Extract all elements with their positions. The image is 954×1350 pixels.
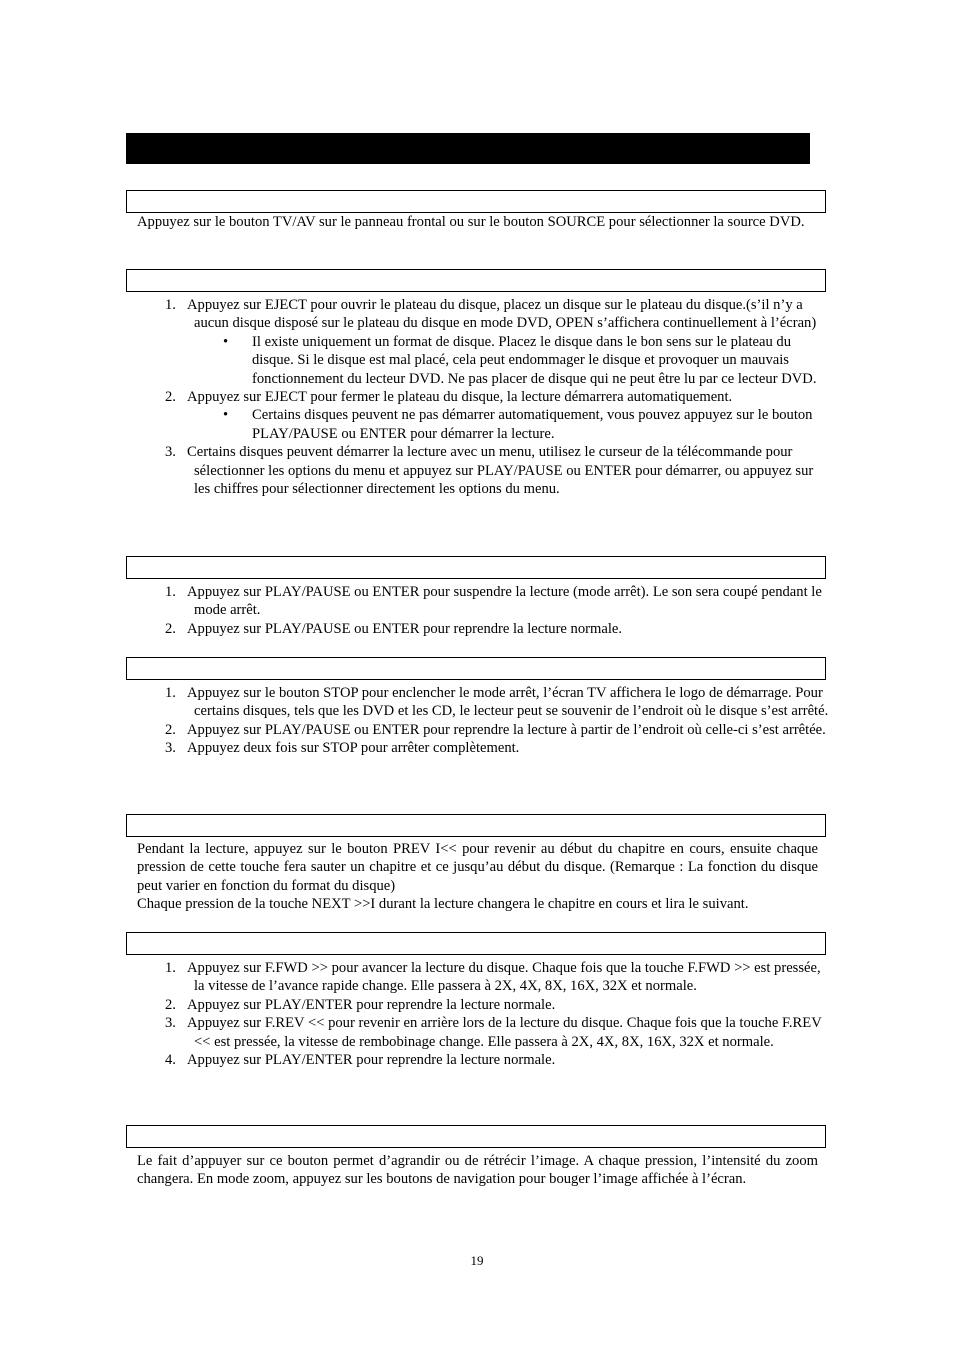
list-number: 2.: [165, 721, 176, 738]
list-item: [140, 721, 830, 739]
fast-steps-list: [140, 959, 830, 1069]
list-text: Appuyez sur EJECT pour fermer le plateau du disque, la lecture démarrera automatiquement.: [187, 389, 733, 406]
list-text: Appuyez deux fois sur STOP pour arrêter complètement.: [187, 740, 520, 757]
list-number: 3.: [165, 740, 176, 757]
list-text: Appuyez sur PLAY/PAUSE ou ENTER pour reprendre la lecture normale.: [187, 620, 623, 637]
page-number: 19: [470, 1253, 484, 1268]
list-number: 3.: [165, 444, 176, 461]
list-item: [140, 583, 830, 620]
list-text: Appuyez sur EJECT pour ouvrir le plateau du disque, placez un disque sur le plateau du disque.(s’il n’y a aucun disque disposé sur le plateau du disque en mode DVD, OPEN s’affichera continuellement à l’écran): [187, 297, 817, 332]
list-item: [140, 443, 830, 498]
section-heading-box-skip: [126, 814, 826, 837]
bullet-list: [194, 406, 830, 443]
list-number: 1.: [165, 960, 176, 976]
list-number: 4.: [165, 1052, 176, 1069]
list-text: Appuyez sur PLAY/PAUSE ou ENTER pour suspendre la lecture (mode arrêt). Le son sera coupé pendant le mode arrêt.: [187, 584, 822, 619]
section-heading-box-source: [126, 190, 826, 213]
list-item: [140, 296, 830, 388]
list-item: [140, 684, 830, 721]
list-text: Appuyez sur F.REV << pour revenir en arrière lors de la lecture du disque. Chaque fois que la touche F.REV << est pressée, la vitesse de rembobinage change. Elle passera à 2X, 4X, 8X, 16X, 32X et normale.: [187, 1015, 822, 1050]
list-text: Appuyez sur PLAY/ENTER pour reprendre la lecture normale.: [187, 1052, 556, 1069]
list-item: [140, 739, 830, 757]
skip-paragraph-2: Chaque pression de la touche NEXT >>I durant la lecture changera le chapitre en cours et lira le suivant.: [137, 896, 749, 912]
section-heading-box-pause: [126, 556, 826, 579]
bullet-item: • Certains disques peuvent ne pas démarrer automatiquement, vous pouvez appuyez sur le bouton PLAY/PAUSE ou ENTER pour démarrer la lecture.: [223, 406, 830, 443]
list-text: Appuyez sur PLAY/PAUSE ou ENTER pour reprendre la lecture à partir de l’endroit où celle-ci s’est arrêtée.: [187, 721, 826, 738]
load-steps-list: [140, 296, 830, 498]
list-text: Appuyez sur F.FWD >> pour avancer la lecture du disque. Chaque fois que la touche F.FWD >> est pressée, la vitesse de l’avance rapide change. Elle passera à 2X, 4X, 8X, 16X, 32X et normale.: [187, 960, 821, 995]
stop-steps-list: [140, 684, 830, 758]
list-number: 1.: [165, 584, 176, 600]
list-text: Certains disques peuvent démarrer la lecture avec un menu, utilisez le curseur de la télécommande pour sélectionner les options du menu et appuyez sur PLAY/PAUSE ou ENTER pour démarrer, ou appuyez sur les chiffres pour sélectionner directement les options du menu.: [187, 444, 814, 498]
section-heading-box-stop: [126, 657, 826, 680]
chapter-title-bar: [126, 133, 810, 164]
section-heading-box-fast: [126, 932, 826, 955]
list-number: 2.: [165, 996, 176, 1013]
list-text: Appuyez sur PLAY/ENTER pour reprendre la lecture normale.: [187, 996, 556, 1013]
list-number: 2.: [165, 620, 176, 637]
list-item: [140, 1014, 830, 1051]
section-heading-box-load: [126, 269, 826, 292]
list-item: [140, 388, 830, 443]
zoom-paragraph: Le fait d’appuyer sur ce bouton permet d’agrandir ou de rétrécir l’image. A chaque pression, l’intensité du zoom changera. En mode zoom, appuyez sur les boutons de navigation pour bouger l’image affichée à l’écran.: [137, 1153, 818, 1188]
list-number: 3.: [165, 1015, 176, 1032]
bullet-list: [194, 333, 830, 388]
list-number: 2.: [165, 389, 176, 406]
list-item: [140, 996, 830, 1014]
list-item: [140, 1051, 830, 1069]
list-item: [140, 620, 830, 638]
list-text: Appuyez sur le bouton STOP pour enclencher le mode arrêt, l’écran TV affichera le logo de démarrage. Pour certains disques, tels que les DVD et les CD, le lecteur peut se souvenir de l’endroit où le disque s’est arrêté.: [187, 685, 829, 720]
intro-paragraph: Appuyez sur le bouton TV/AV sur le panneau frontal ou sur le bouton SOURCE pour sélectionner la source DVD.: [137, 214, 805, 230]
section-heading-box-zoom: [126, 1125, 826, 1148]
bullet-item: • Il existe uniquement un format de disque. Placez le disque dans le bon sens sur le plateau du disque. Si le disque est mal placé, cela peut endommager le disque et provoquer un mauvais fonctionnement du lecteur DVD. Ne pas placer de disque qui ne peut être lu par ce lecteur DVD.: [223, 333, 830, 388]
list-number: 1.: [165, 297, 176, 313]
skip-paragraph-1: Pendant la lecture, appuyez sur le bouton PREV I<< pour revenir au début du chapitre en cours, ensuite chaque pression de cette touche fera sauter un chapitre et ce jusqu’au début du disque. (Remarque : La fonction du disque peut varier en fonction du format du disque): [137, 841, 818, 894]
list-number: 1.: [165, 685, 176, 701]
list-item: [140, 959, 830, 996]
pause-steps-list: [140, 583, 830, 638]
